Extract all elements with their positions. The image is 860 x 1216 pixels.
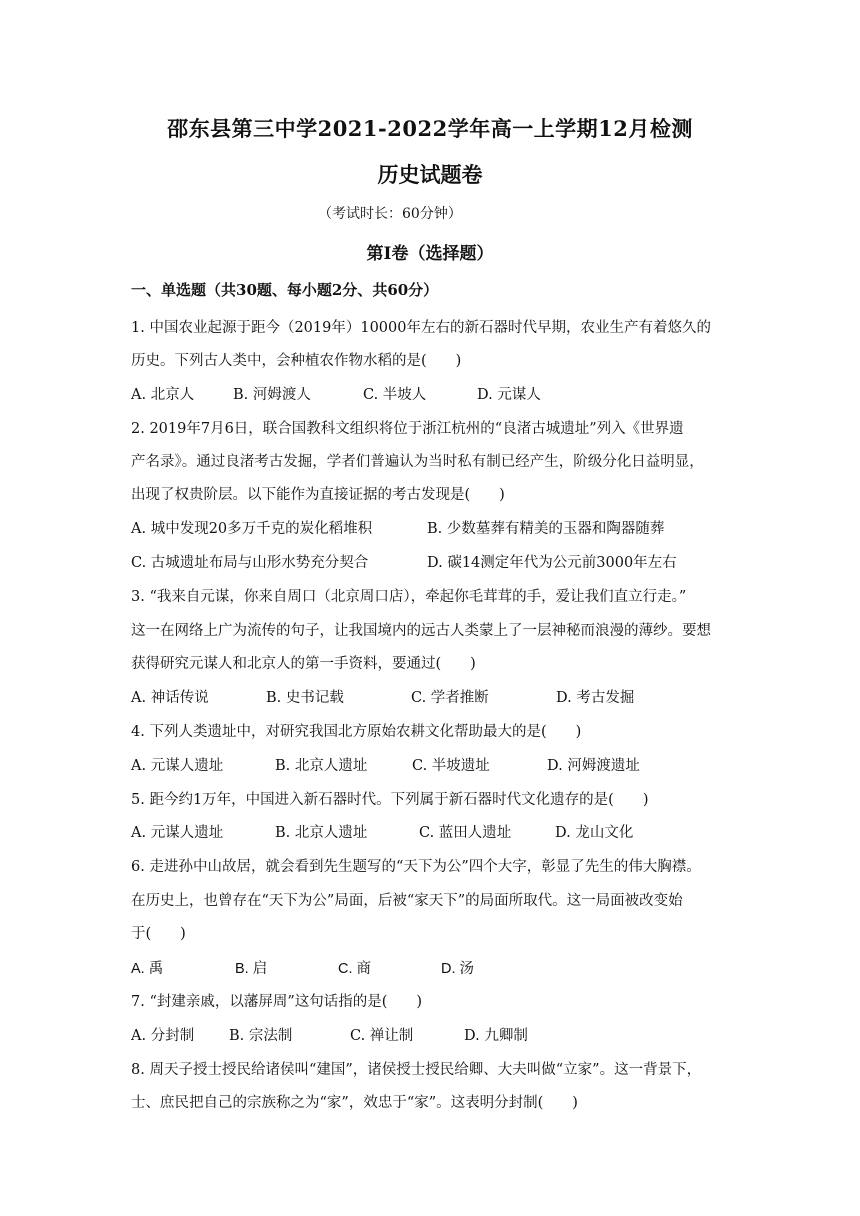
question-1-line-2: 历史。下列古人类中，会种植农作物水稻的是( ) — [131, 353, 462, 369]
question-2-line-3: 出现了权贵阶层。以下能作为直接证据的考古发现是( ) — [131, 487, 505, 503]
section-title: 第Ⅰ卷（选择题） — [366, 244, 494, 264]
question-4-option-c: C. 半坡遗址 — [412, 758, 490, 774]
question-7-option-a: A. 分封制 — [131, 1028, 195, 1044]
question-3-line-3: 获得研究元谋人和北京人的第一手资料，要通过( ) — [131, 656, 476, 672]
question-4-option-d: D. 河姆渡遗址 — [547, 758, 640, 774]
question-3-line-2: 这一在网络上广为流传的句子，让我国境内的远古人类蒙上了一层神秘而浪漫的薄纱。要想 — [131, 623, 711, 639]
question-1-option-c: C. 半坡人 — [363, 387, 427, 403]
question-7-option-c: C. 禅让制 — [350, 1028, 414, 1044]
question-7-option-b: B. 宗法制 — [229, 1028, 293, 1044]
question-3-option-c: C. 学者推断 — [411, 690, 489, 706]
question-3-line-1: 3. “我来自元谋，你来自周口（北京周口店），牵起你毛茸茸的手，爱让我们直立行走。” — [131, 589, 687, 605]
question-6-option-d: D. 汤 — [441, 961, 475, 977]
question-2-option-c: C. 古城遗址布局与山形水势充分契合 — [131, 555, 369, 571]
question-5-option-d: D. 龙山文化 — [555, 825, 634, 841]
question-6-option-a: A. 禹 — [131, 961, 164, 977]
part-heading: 一、单选题（共30题、每小题2分、共60分） — [131, 281, 439, 299]
question-1-option-b: B. 河姆渡人 — [233, 387, 311, 403]
question-2-option-a: A. 城中发现20多万千克的炭化稻堆积 — [131, 521, 373, 537]
exam-title: 邵东县第三中学2021-2022学年高一上学期12月检测 — [167, 116, 693, 141]
question-5-option-c: C. 蓝田人遗址 — [419, 825, 512, 841]
question-3-option-a: A. 神话传说 — [131, 690, 209, 706]
question-2-line-2: 产名录》。通过良渚考古发掘，学者们普遍认为当时私有制已经产生，阶级分化日益明显， — [131, 454, 704, 470]
question-2-option-d: D. 碳14测定年代为公元前3000年左右 — [427, 555, 677, 571]
question-1-line-1: 1. 中国农业起源于距今（2019年）10000年左右的新石器时代早期，农业生产有着悠久的 — [131, 320, 711, 336]
question-6-line-2: 在历史上，也曾存在“天下为公”局面，后被“家天下”的局面所取代。这一局面被改变始 — [131, 893, 683, 909]
question-2-option-b: B. 少数墓葬有精美的玉器和陶器随葬 — [427, 521, 665, 537]
question-3-option-d: D. 考古发掘 — [556, 690, 635, 706]
question-5-option-a: A. 元谋人遗址 — [131, 825, 224, 841]
question-6-line-3: 于( ) — [131, 926, 186, 942]
question-2-line-1: 2. 2019年7月6日，联合国教科文组织将位于浙江杭州的“良渚古城遗址”列入《世界遗 — [131, 421, 684, 437]
question-4-line-1: 4. 下列人类遗址中，对研究我国北方原始农耕文化帮助最大的是( ) — [131, 724, 582, 740]
question-4-option-a: A. 元谋人遗址 — [131, 758, 224, 774]
question-5-line-1: 5. 距今约1万年，中国进入新石器时代。下列属于新石器时代文化遗存的是( ) — [131, 792, 649, 808]
exam-subject-title: 历史试题卷 — [377, 162, 483, 187]
question-8-line-1: 8. 周天子授士授民给诸侯叫“建国”，诸侯授士授民给卿、大夫叫做“立家”。这一背景下， — [131, 1062, 702, 1078]
question-3-option-b: B. 史书记载 — [266, 690, 344, 706]
question-7-line-1: 7. “封建亲戚，以藩屏周”这句话指的是( ) — [131, 994, 423, 1010]
question-8-line-2: 士、庶民把自己的宗族称之为“家”，效忠于“家”。这表明分封制( ) — [131, 1095, 578, 1111]
question-6-option-c: C. 商 — [338, 961, 372, 977]
question-4-option-b: B. 北京人遗址 — [275, 758, 368, 774]
question-7-option-d: D. 九卿制 — [464, 1028, 528, 1044]
question-1-option-a: A. 北京人 — [131, 387, 195, 403]
question-5-option-b: B. 北京人遗址 — [275, 825, 368, 841]
exam-duration: （考试时长：60分钟） — [318, 206, 462, 222]
question-6-line-1: 6. 走进孙中山故居，就会看到先生题写的“天下为公”四个大字，彰显了先生的伟大胸襟。 — [131, 859, 701, 875]
question-6-option-b: B. 启 — [235, 961, 268, 977]
question-1-option-d: D. 元谋人 — [477, 387, 541, 403]
